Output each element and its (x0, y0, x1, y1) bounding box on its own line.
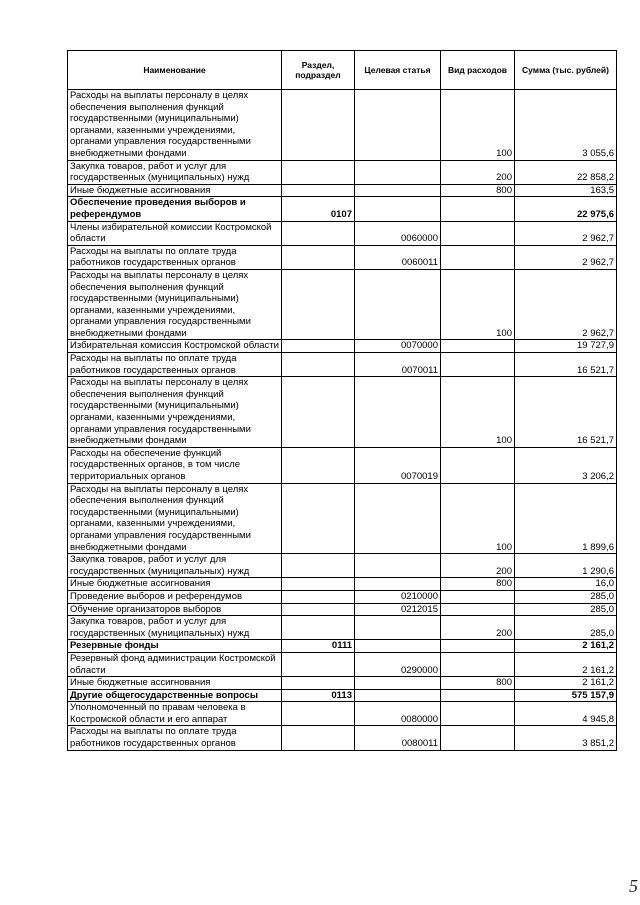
cell-sum: 3 206,2 (515, 447, 617, 483)
header-row (68, 51, 617, 90)
cell-name: Резервные фонды (68, 640, 282, 653)
cell-section (282, 340, 355, 353)
cell-section: 0113 (282, 689, 355, 702)
cell-kind: 100 (441, 90, 515, 161)
table-row (68, 184, 617, 197)
table-row (68, 447, 617, 483)
cell-name: Иные бюджетные ассигнования (68, 578, 282, 591)
table-row (68, 590, 617, 603)
cell-article (355, 377, 441, 448)
table-row (68, 640, 617, 653)
cell-section: 0111 (282, 640, 355, 653)
table-row (68, 377, 617, 448)
table-row (68, 197, 617, 221)
table-row (68, 90, 617, 161)
header-name: Наименование (68, 51, 282, 90)
cell-kind: 800 (441, 184, 515, 197)
cell-sum: 285,0 (515, 590, 617, 603)
cell-kind (441, 689, 515, 702)
cell-kind: 800 (441, 578, 515, 591)
cell-sum: 163,5 (515, 184, 617, 197)
cell-article (355, 578, 441, 591)
cell-name: Обучение организаторов выборов (68, 603, 282, 616)
table-row (68, 652, 617, 676)
cell-sum: 22 858,2 (515, 160, 617, 184)
cell-kind: 100 (441, 483, 515, 554)
table-row (68, 353, 617, 377)
cell-sum: 19 727,9 (515, 340, 617, 353)
cell-article: 0210000 (355, 590, 441, 603)
cell-name: Иные бюджетные ассигнования (68, 184, 282, 197)
cell-sum: 3 055,6 (515, 90, 617, 161)
cell-article: 0290000 (355, 652, 441, 676)
table-body (68, 90, 617, 751)
cell-sum: 2 161,2 (515, 652, 617, 676)
cell-article (355, 269, 441, 340)
cell-name: Иные бюджетные ассигнования (68, 677, 282, 690)
cell-article (355, 90, 441, 161)
table-row (68, 603, 617, 616)
cell-section (282, 245, 355, 269)
cell-kind: 800 (441, 677, 515, 690)
cell-name: Расходы на выплаты персоналу в целях обеспечения выполнения функций государственными (муниципальными) органами, казенными учреждениями, органами управления государственными внебюджетными фондами (68, 483, 282, 554)
cell-section (282, 590, 355, 603)
cell-article (355, 160, 441, 184)
table-row (68, 616, 617, 640)
cell-name: Расходы на выплаты по оплате труда работников государственных органов (68, 353, 282, 377)
cell-article: 0070019 (355, 447, 441, 483)
cell-sum: 22 975,6 (515, 197, 617, 221)
cell-article: 0080000 (355, 702, 441, 726)
cell-kind (441, 726, 515, 750)
cell-article: 0060011 (355, 245, 441, 269)
cell-sum: 575 157,9 (515, 689, 617, 702)
cell-article (355, 554, 441, 578)
cell-sum: 2 161,2 (515, 640, 617, 653)
cell-article: 0070011 (355, 353, 441, 377)
table-row (68, 578, 617, 591)
cell-article: 0212015 (355, 603, 441, 616)
cell-kind: 200 (441, 616, 515, 640)
cell-article: 0060000 (355, 221, 441, 245)
table-row (68, 340, 617, 353)
cell-sum: 16 521,7 (515, 353, 617, 377)
cell-article: 0080011 (355, 726, 441, 750)
cell-kind: 200 (441, 160, 515, 184)
cell-kind (441, 245, 515, 269)
cell-name: Избирательная комиссия Костромской области (68, 340, 282, 353)
cell-kind (441, 640, 515, 653)
cell-article (355, 483, 441, 554)
cell-section (282, 269, 355, 340)
cell-sum: 16,0 (515, 578, 617, 591)
cell-sum: 4 945,8 (515, 702, 617, 726)
table-row (68, 554, 617, 578)
cell-section (282, 603, 355, 616)
cell-section (282, 726, 355, 750)
header-sum: Сумма (тыс. рублей) (515, 51, 617, 90)
cell-kind (441, 603, 515, 616)
cell-article: 0070000 (355, 340, 441, 353)
cell-name: Проведение выборов и референдумов (68, 590, 282, 603)
table-row (68, 702, 617, 726)
cell-section (282, 616, 355, 640)
cell-name: Другие общегосударственные вопросы (68, 689, 282, 702)
cell-name: Закупка товаров, работ и услуг для государственных (муниципальных) нужд (68, 160, 282, 184)
cell-sum: 2 962,7 (515, 245, 617, 269)
cell-article (355, 640, 441, 653)
cell-section: 0107 (282, 197, 355, 221)
table-row (68, 689, 617, 702)
cell-sum: 285,0 (515, 616, 617, 640)
cell-article (355, 184, 441, 197)
cell-kind (441, 197, 515, 221)
cell-section (282, 184, 355, 197)
header-section: Раздел, подраздел (282, 51, 355, 90)
cell-section (282, 652, 355, 676)
header-article: Целевая статья (355, 51, 441, 90)
cell-name: Расходы на выплаты персоналу в целях обеспечения выполнения функций государственными (муниципальными) органами, казенными учреждениями, органами управления государственными внебюджетными фондами (68, 90, 282, 161)
cell-sum: 16 521,7 (515, 377, 617, 448)
cell-section (282, 483, 355, 554)
cell-name: Расходы на выплаты по оплате труда работников государственных органов (68, 245, 282, 269)
cell-name: Расходы на выплаты персоналу в целях обеспечения выполнения функций государственными (муниципальными) органами, казенными учреждениями, органами управления государственными внебюджетными фондами (68, 269, 282, 340)
cell-kind: 100 (441, 377, 515, 448)
cell-section (282, 90, 355, 161)
budget-table (67, 50, 617, 751)
cell-kind (441, 447, 515, 483)
cell-article (355, 616, 441, 640)
table-row (68, 221, 617, 245)
cell-section (282, 447, 355, 483)
cell-name: Расходы на обеспечение функций государственных органов, в том числе территориальных органов (68, 447, 282, 483)
cell-name: Закупка товаров, работ и услуг для государственных (муниципальных) нужд (68, 616, 282, 640)
page-number: 5 (629, 876, 638, 896)
cell-name: Расходы на выплаты по оплате труда работников государственных органов (68, 726, 282, 750)
cell-section (282, 554, 355, 578)
cell-section (282, 702, 355, 726)
cell-kind (441, 353, 515, 377)
table-row (68, 160, 617, 184)
table-row (68, 726, 617, 750)
table-row (68, 483, 617, 554)
cell-sum: 2 962,7 (515, 221, 617, 245)
cell-section (282, 160, 355, 184)
cell-article (355, 689, 441, 702)
table-row (68, 245, 617, 269)
cell-article (355, 677, 441, 690)
cell-kind (441, 590, 515, 603)
cell-section (282, 578, 355, 591)
cell-sum: 1 899,6 (515, 483, 617, 554)
cell-kind: 200 (441, 554, 515, 578)
table-row (68, 677, 617, 690)
header-kind: Вид расходов (441, 51, 515, 90)
cell-name: Члены избирательной комиссии Костромской области (68, 221, 282, 245)
cell-article (355, 197, 441, 221)
table-row (68, 269, 617, 340)
cell-section (282, 353, 355, 377)
cell-section (282, 677, 355, 690)
cell-sum: 1 290,6 (515, 554, 617, 578)
cell-kind (441, 221, 515, 245)
cell-name: Обеспечение проведения выборов и референдумов (68, 197, 282, 221)
cell-kind (441, 340, 515, 353)
cell-kind: 100 (441, 269, 515, 340)
cell-section (282, 377, 355, 448)
cell-sum: 285,0 (515, 603, 617, 616)
cell-sum: 2 962,7 (515, 269, 617, 340)
cell-name: Уполномоченный по правам человека в Костромской области и его аппарат (68, 702, 282, 726)
cell-sum: 2 161,2 (515, 677, 617, 690)
cell-kind (441, 702, 515, 726)
cell-name: Закупка товаров, работ и услуг для государственных (муниципальных) нужд (68, 554, 282, 578)
cell-kind (441, 652, 515, 676)
cell-section (282, 221, 355, 245)
cell-sum: 3 851,2 (515, 726, 617, 750)
cell-name: Расходы на выплаты персоналу в целях обеспечения выполнения функций государственными (муниципальными) органами, казенными учреждениями, органами управления государственными внебюджетными фондами (68, 377, 282, 448)
cell-name: Резервный фонд администрации Костромской области (68, 652, 282, 676)
